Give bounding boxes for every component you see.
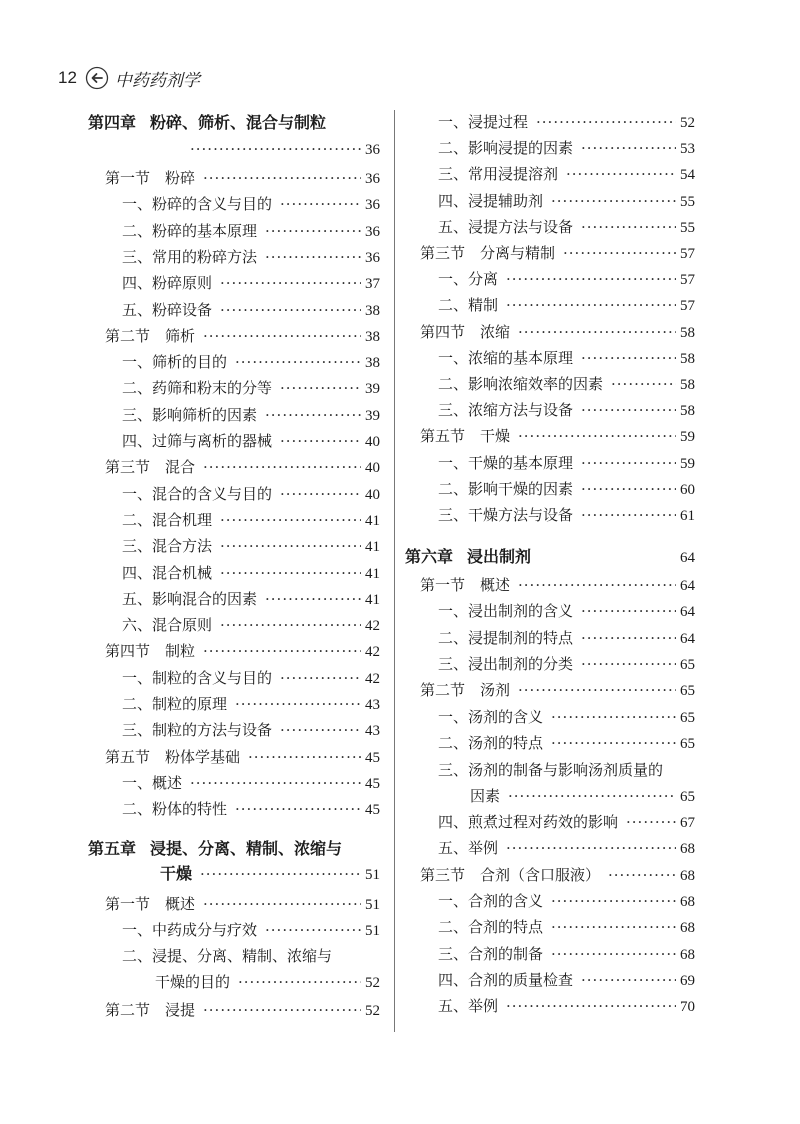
chapter-number: 第四章 <box>88 113 137 132</box>
entry-title: 第二节 筛析 <box>105 326 196 345</box>
chapter-6-heading[interactable] <box>405 546 695 569</box>
page-header <box>58 64 200 92</box>
leader-dots <box>608 865 676 885</box>
leader-dots <box>265 221 361 241</box>
leader-dots <box>581 654 676 674</box>
page-ref: 55 <box>680 193 695 210</box>
toc-section[interactable] <box>420 575 695 596</box>
toc-entry[interactable] <box>122 589 380 610</box>
toc-entry[interactable] <box>122 799 380 820</box>
page-ref: 52 <box>365 1003 380 1019</box>
entry-title: 五、粉碎设备 <box>122 300 213 319</box>
toc-section[interactable] <box>105 326 380 347</box>
page-ref: 69 <box>680 972 695 989</box>
entry-title: 五、浸提方法与设备 <box>438 217 574 236</box>
entry-title: 一、浓缩的基本原理 <box>438 348 574 367</box>
toc-entry[interactable] <box>438 191 695 212</box>
leader-dots <box>200 864 361 884</box>
entry-title: 第五节 干燥 <box>420 427 511 446</box>
page-ref: 65 <box>680 683 695 700</box>
toc-entry[interactable] <box>438 453 695 474</box>
leader-dots <box>280 431 361 451</box>
toc-entry[interactable] <box>438 217 695 238</box>
page-ref: 42 <box>365 670 380 687</box>
entry-title: 一、粉碎的含义与目的 <box>122 195 273 214</box>
toc-entry[interactable] <box>438 601 695 622</box>
toc-section[interactable] <box>105 747 380 768</box>
page-ref: 39 <box>365 407 380 424</box>
entry-title: 五、影响混合的因素 <box>122 589 258 608</box>
leader-dots <box>581 505 676 525</box>
toc-entry-multiline-l2[interactable] <box>155 972 380 993</box>
entry-title: 二、合剂的特点 <box>438 918 544 937</box>
page-ref: 51 <box>365 867 380 883</box>
entry-title: 二、浸提制剂的特点 <box>438 628 574 647</box>
page-ref: 36 <box>365 197 380 214</box>
leader-dots <box>551 891 676 911</box>
leader-dots <box>506 838 676 858</box>
leader-dots <box>581 217 676 237</box>
page-ref: 37 <box>365 276 380 293</box>
leader-dots <box>190 139 361 159</box>
entry-title: 一、中药成分与疗效 <box>122 921 258 940</box>
toc-section[interactable] <box>105 894 380 915</box>
page-ref: 41 <box>365 565 380 582</box>
page-ref: 64 <box>680 630 695 647</box>
toc-entry[interactable] <box>438 917 695 938</box>
toc-entry[interactable] <box>438 733 695 754</box>
page-ref: 61 <box>680 508 695 524</box>
entry-title: 二、汤剂的特点 <box>438 733 544 752</box>
page-ref: 54 <box>680 167 695 184</box>
leader-dots <box>220 273 361 293</box>
entry-title: 四、合剂的质量检查 <box>438 970 574 989</box>
leader-dots <box>265 920 361 940</box>
toc-entry[interactable] <box>122 668 380 689</box>
toc-entry[interactable] <box>122 536 380 557</box>
page-ref: 39 <box>365 381 380 398</box>
toc-entry[interactable] <box>438 269 695 290</box>
page-ref: 43 <box>365 697 380 713</box>
toc-entry[interactable] <box>122 247 380 268</box>
toc-entry[interactable] <box>122 221 380 242</box>
page-ref: 70 <box>680 999 695 1016</box>
leader-dots <box>551 917 676 937</box>
entry-title: 第四节 制粒 <box>105 642 196 661</box>
page-ref: 68 <box>680 867 695 884</box>
leader-dots <box>235 694 361 714</box>
chapter-5-heading <box>88 838 342 860</box>
entry-title: 一、干燥的基本原理 <box>438 453 574 472</box>
leader-dots <box>203 894 361 914</box>
leader-dots <box>220 536 361 556</box>
toc-entry[interactable] <box>122 920 380 941</box>
toc-entry[interactable] <box>122 378 380 399</box>
entry-title: 第三节 混合 <box>105 458 196 477</box>
page-ref: 38 <box>365 302 380 319</box>
toc-section[interactable] <box>420 243 695 264</box>
leader-dots <box>508 786 676 806</box>
leader-dots <box>563 243 676 263</box>
toc-entry[interactable] <box>122 773 380 794</box>
toc-entry[interactable] <box>438 374 695 395</box>
page-ref: 52 <box>365 975 380 991</box>
page-ref: 57 <box>680 246 695 262</box>
entry-title: 二、粉体的特性 <box>122 800 228 819</box>
page-ref: 59 <box>680 429 695 446</box>
toc-entry[interactable] <box>438 505 695 526</box>
toc-entry[interactable] <box>122 300 380 321</box>
page-ref: 36 <box>365 249 380 266</box>
leader-dots <box>238 972 361 992</box>
page-ref: 52 <box>680 115 695 131</box>
toc-section[interactable] <box>105 168 380 189</box>
page-ref: 51 <box>365 923 380 940</box>
toc-entry[interactable] <box>122 615 380 636</box>
page-ref: 64 <box>680 550 695 566</box>
chapter-title: 浸提、分离、精制、浓缩与 <box>150 839 343 858</box>
chapter-4-page-line[interactable] <box>190 139 380 160</box>
leader-dots <box>551 733 676 753</box>
chapter-number: 第五章 <box>88 839 137 858</box>
entry-title: 五、举例 <box>438 839 499 858</box>
entry-title: 一、筛析的目的 <box>122 353 228 372</box>
leader-dots <box>518 575 676 595</box>
toc-entry[interactable] <box>438 479 695 500</box>
leader-dots <box>280 194 361 214</box>
entry-title: 三、制粒的方法与设备 <box>122 721 273 740</box>
toc-section[interactable] <box>420 680 695 701</box>
toc-entry[interactable] <box>438 164 695 185</box>
chapter-5-title-cont[interactable] <box>160 864 380 885</box>
leader-dots <box>248 747 361 767</box>
leader-dots <box>235 352 361 372</box>
leader-dots <box>506 269 676 289</box>
toc-entry-multiline-l2[interactable] <box>470 786 695 807</box>
toc-section[interactable] <box>420 426 695 447</box>
leader-dots <box>551 707 676 727</box>
leader-dots <box>581 970 676 990</box>
page-ref: 45 <box>365 749 380 766</box>
leader-dots <box>265 247 361 267</box>
entry-title: 第四节 浓缩 <box>420 322 511 341</box>
leader-dots <box>518 322 676 342</box>
page-ref: 57 <box>680 298 695 315</box>
page-ref: 65 <box>680 735 695 752</box>
leader-dots <box>581 601 676 621</box>
leader-dots <box>235 799 361 819</box>
toc-entry[interactable] <box>122 194 380 215</box>
leader-dots <box>551 191 676 211</box>
toc-entry[interactable] <box>438 138 695 159</box>
toc-entry[interactable] <box>122 694 380 715</box>
entry-title: 二、精制 <box>438 296 499 315</box>
book-title: 中药药剂学 <box>114 70 200 91</box>
page-ref: 41 <box>365 591 380 608</box>
page-ref: 43 <box>365 723 380 740</box>
toc-entry[interactable] <box>122 273 380 294</box>
page-ref: 68 <box>680 893 695 910</box>
entry-title: 四、过筛与离析的器械 <box>122 432 273 450</box>
leader-dots <box>518 426 676 446</box>
back-arrow-icon <box>85 66 109 90</box>
entry-title: 第五节 粉体学基础 <box>105 747 241 766</box>
toc-entry[interactable] <box>438 112 695 133</box>
entry-title: 四、浸提辅助剂 <box>438 191 544 210</box>
page-ref: 64 <box>680 604 695 621</box>
page-ref: 40 <box>365 486 380 503</box>
toc-entry[interactable] <box>438 970 695 991</box>
page-ref: 36 <box>365 223 380 240</box>
page-ref: 42 <box>365 618 380 635</box>
leader-dots <box>518 680 676 700</box>
page-number: 12 <box>58 68 77 87</box>
toc-section[interactable] <box>105 457 380 478</box>
page-ref: 41 <box>365 512 380 529</box>
entry-title: 六、混合原则 <box>122 616 213 635</box>
entry-title: 第二节 浸提 <box>105 1001 196 1019</box>
leader-dots <box>581 479 676 499</box>
entry-title: 二、影响干燥的因素 <box>438 479 574 498</box>
toc-entry[interactable] <box>438 996 695 1017</box>
leader-dots <box>581 628 676 648</box>
leader-dots <box>581 400 676 420</box>
toc-entry[interactable] <box>438 654 695 675</box>
leader-dots <box>506 996 676 1016</box>
column-divider <box>394 110 395 1032</box>
page-ref: 55 <box>680 219 695 236</box>
entry-title: 一、制粒的含义与目的 <box>122 668 273 687</box>
page-ref: 64 <box>680 578 695 594</box>
leader-dots <box>203 641 361 661</box>
chapter-title: 浸出制剂 <box>467 547 532 566</box>
entry-title: 一、混合的含义与目的 <box>122 484 273 503</box>
entry-title: 四、煎煮过程对药效的影响 <box>438 813 619 831</box>
toc-entry[interactable] <box>122 720 380 741</box>
entry-title: 干燥的目的 <box>155 973 231 991</box>
entry-title: 第三节 合剂（含口服液） <box>420 865 601 884</box>
page-ref: 58 <box>680 377 695 393</box>
page-ref: 40 <box>365 460 380 477</box>
leader-dots <box>551 944 676 964</box>
toc-entry[interactable] <box>122 563 380 584</box>
entry-title: 一、汤剂的含义 <box>438 707 544 726</box>
entry-title: 三、浸出制剂的分类 <box>438 654 574 673</box>
toc-entry[interactable] <box>438 944 695 965</box>
entry-title: 因素 <box>470 787 501 805</box>
page-ref: 38 <box>365 355 380 372</box>
entry-title: 二、混合机理 <box>122 510 213 529</box>
chapter-title: 粉碎、筛析、混合与制粒 <box>150 113 327 132</box>
entry-title: 一、分离 <box>438 270 499 289</box>
toc-section[interactable] <box>420 322 695 343</box>
leader-dots <box>203 1000 361 1020</box>
leader-dots <box>280 484 361 504</box>
entry-title: 一、浸提过程 <box>438 113 529 131</box>
page-ref: 68 <box>680 841 695 858</box>
entry-title: 三、干燥方法与设备 <box>438 506 574 524</box>
toc-entry[interactable] <box>122 405 380 426</box>
leader-dots <box>626 812 676 832</box>
leader-dots <box>220 300 361 320</box>
leader-dots <box>220 563 361 583</box>
entry-title: 四、粉碎原则 <box>122 274 213 293</box>
chapter-title-cont: 干燥 <box>160 864 193 883</box>
toc-entry-multiline-l1[interactable]: 三、汤剂的制备与影响汤剂质量的 <box>438 761 664 779</box>
entry-title: 四、混合机械 <box>122 563 213 582</box>
toc-entry[interactable] <box>438 628 695 649</box>
entry-title: 一、概述 <box>122 773 183 792</box>
page-ref: 68 <box>680 946 695 963</box>
page-ref: 40 <box>365 434 380 450</box>
entry-title: 二、制粒的原理 <box>122 695 228 713</box>
toc-entry[interactable] <box>438 891 695 912</box>
leader-dots <box>566 164 676 184</box>
leader-dots <box>203 457 361 477</box>
leader-dots <box>220 615 361 635</box>
toc-entry-multiline-l1[interactable]: 二、浸提、分离、精制、浓缩与 <box>122 947 333 965</box>
toc-entry[interactable] <box>438 295 695 316</box>
toc-section[interactable] <box>420 865 695 886</box>
page-ref: 65 <box>680 656 695 673</box>
entry-title: 五、举例 <box>438 997 499 1016</box>
entry-title: 第一节 概述 <box>105 895 196 913</box>
entry-title: 第三节 分离与精制 <box>420 244 556 262</box>
toc-entry[interactable] <box>122 510 380 531</box>
entry-title: 一、浸出制剂的含义 <box>438 602 574 621</box>
toc-entry[interactable] <box>122 431 380 452</box>
page-ref: 38 <box>365 328 380 345</box>
entry-title: 二、影响浸提的因素 <box>438 139 574 158</box>
page-ref: 58 <box>680 403 695 420</box>
leader-dots <box>581 138 676 158</box>
page-ref: 41 <box>365 539 380 556</box>
entry-title: 三、常用的粉碎方法 <box>122 247 258 266</box>
entry-title: 第一节 概述 <box>420 576 511 594</box>
entry-title: 三、合剂的制备 <box>438 944 544 963</box>
leader-dots <box>220 510 361 530</box>
toc-entry[interactable] <box>122 352 380 373</box>
leader-dots <box>203 168 361 188</box>
toc-section[interactable] <box>105 641 380 662</box>
entry-title: 二、影响浓缩效率的因素 <box>438 375 604 393</box>
toc-entry[interactable] <box>438 707 695 728</box>
page-ref: 45 <box>365 802 380 819</box>
page-ref: 58 <box>680 324 695 341</box>
page-ref: 53 <box>680 141 695 158</box>
page-ref: 36 <box>365 171 380 187</box>
leader-dots <box>280 720 361 740</box>
page-ref: 68 <box>680 920 695 937</box>
entry-title: 第二节 汤剂 <box>420 681 511 700</box>
page-ref: 59 <box>680 455 695 472</box>
leader-dots <box>280 378 361 398</box>
page-ref: 57 <box>680 272 695 289</box>
entry-title: 一、合剂的含义 <box>438 891 544 910</box>
page-ref: 60 <box>680 481 695 498</box>
toc-entry[interactable] <box>438 400 695 421</box>
page-ref: 42 <box>365 644 380 661</box>
leader-dots <box>280 668 361 688</box>
page-ref: 45 <box>365 775 380 792</box>
leader-dots <box>203 326 361 346</box>
leader-dots <box>536 112 676 132</box>
toc-entry[interactable] <box>438 348 695 369</box>
entry-title: 二、粉碎的基本原理 <box>122 221 258 240</box>
toc-entry[interactable] <box>438 812 695 833</box>
entry-title: 三、影响筛析的因素 <box>122 405 258 424</box>
chapter-4-heading <box>88 112 326 134</box>
entry-title: 三、混合方法 <box>122 537 213 556</box>
leader-dots <box>506 295 676 315</box>
page-ref: 67 <box>680 815 695 831</box>
page-ref: 36 <box>365 142 380 158</box>
entry-title: 第一节 粉碎 <box>105 169 196 187</box>
chapter-number: 第六章 <box>405 547 454 566</box>
leader-dots <box>611 374 676 394</box>
entry-title: 二、药筛和粉末的分等 <box>122 379 273 398</box>
entry-title: 三、浓缩方法与设备 <box>438 401 574 420</box>
page-ref: 65 <box>680 789 695 805</box>
leader-dots <box>581 348 676 368</box>
toc-section[interactable] <box>105 1000 380 1021</box>
leader-dots <box>265 589 361 609</box>
leader-dots <box>265 405 361 425</box>
toc-entry[interactable] <box>122 484 380 505</box>
toc-entry[interactable] <box>438 838 695 859</box>
page-ref: 51 <box>365 897 380 913</box>
entry-title: 三、常用浸提溶剂 <box>438 165 559 184</box>
leader-dots <box>581 453 676 473</box>
page-ref: 58 <box>680 350 695 367</box>
page-ref: 65 <box>680 709 695 726</box>
leader-dots <box>190 773 361 793</box>
